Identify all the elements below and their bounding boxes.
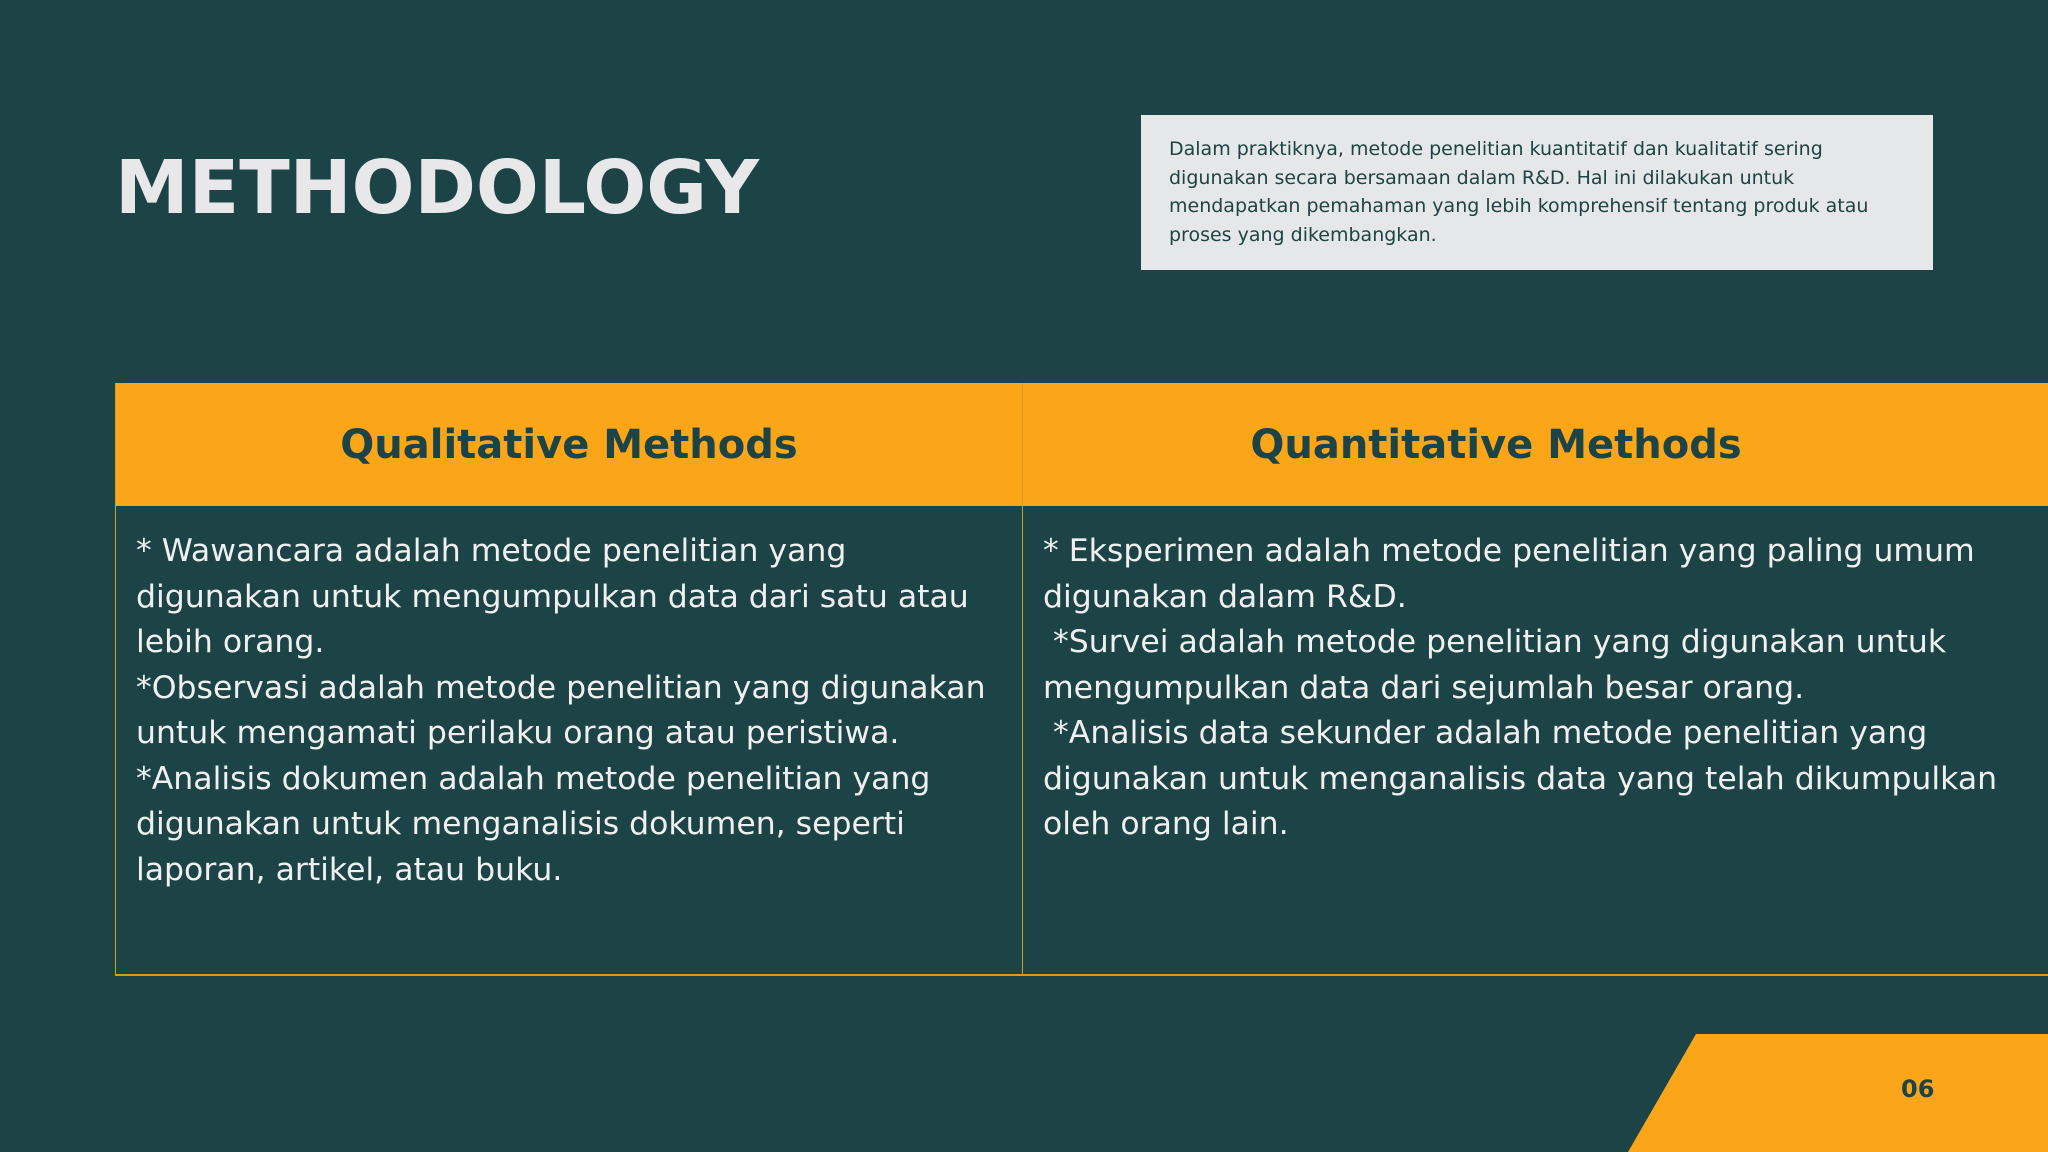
qualitative-header [116, 383, 1022, 506]
qualitative-item: *Analisis dokumen adalah metode penelitian yang digunakan untuk menganalisis dokumen, seperti laporan, artikel, atau buku. [136, 760, 931, 888]
qualitative-item: * Wawancara adalah metode penelitian yang digunakan untuk mengumpulkan data dari satu atau lebih orang. [136, 533, 969, 660]
qualitative-column [116, 383, 1023, 974]
quantitative-item: * Eksperimen adalah metode penelitian yang paling umum digunakan dalam R&D. [1043, 533, 1985, 615]
page-number: 06 [1901, 1075, 1935, 1103]
qualitative-header-label: Qualitative Methods [340, 421, 798, 468]
quantitative-column [1023, 383, 2048, 974]
slide-title: METHODOLOGY [115, 145, 759, 231]
quantitative-body [1023, 506, 2048, 848]
corner-accent-shape [1628, 1034, 2048, 1152]
quantitative-item: *Analisis data sekunder adalah metode penelitian yang digunakan untuk menganalisis data yang telah dikumpulkan oleh orang lain. [1043, 715, 2008, 842]
qualitative-body [116, 506, 1022, 893]
methods-table [115, 383, 2048, 976]
quantitative-header-label: Quantitative Methods [1250, 421, 1742, 468]
qualitative-item: *Observasi adalah metode penelitian yang digunakan untuk mengamati perilaku orang atau peristiwa. [136, 669, 986, 751]
note-box: Dalam praktiknya, metode penelitian kuantitatif dan kualitatif sering digunakan secara bersamaan dalam R&D. Hal ini dilakukan untuk mendapatkan pemahaman yang lebih komprehensif tentang produk atau proses yang dikembangkan. [1141, 115, 1933, 270]
quantitative-item: *Survei adalah metode penelitian yang digunakan untuk mengumpulkan data dari sejumlah besar orang. [1043, 624, 1957, 706]
quantitative-header [1023, 383, 2048, 506]
